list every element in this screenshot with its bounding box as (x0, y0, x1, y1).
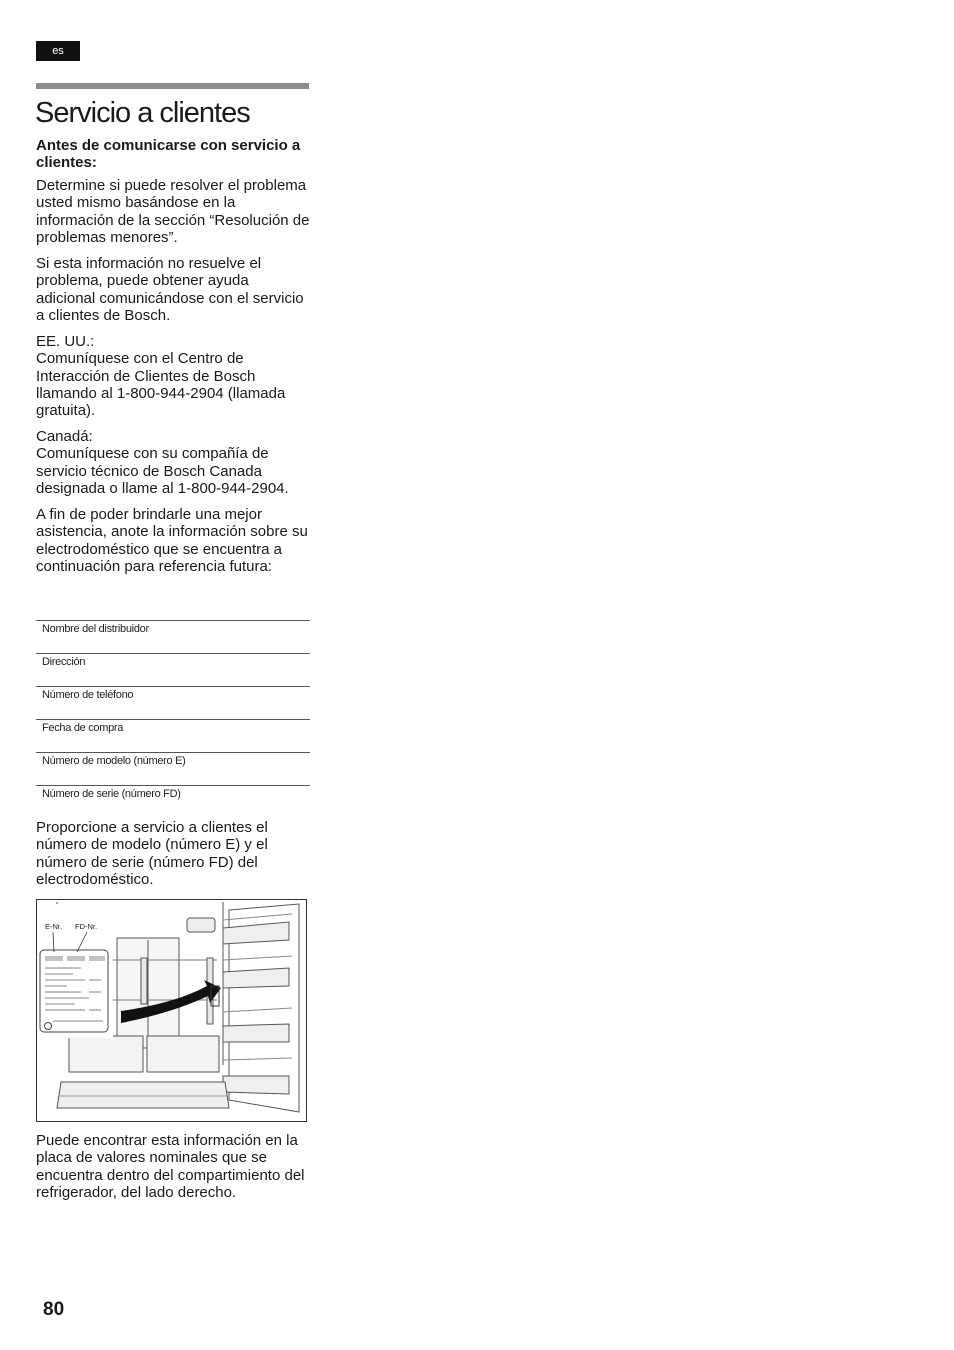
paragraph-plate-location (36, 1132, 310, 1201)
rating-plate-illustration (36, 899, 307, 1122)
page-title: Servicio a clientes (35, 97, 250, 129)
paragraph-text: A fin de poder brindarle una mejor asistencia, anote la información sobre su electrodoméstico que se encuentra a continuación para referencia futura: (36, 506, 308, 575)
paragraph-text: Si esta información no resuelve el problema, puede obtener ayuda adicional comunicándose con el servicio a clientes de Bosch. (36, 255, 304, 324)
fd-number-label: FD-Nr. (75, 922, 98, 931)
title-rule (36, 83, 309, 89)
field-label: Número de serie (número FD) (42, 788, 181, 800)
paragraph-provide-numbers (36, 819, 310, 888)
dealer-name-field[interactable] (36, 620, 310, 653)
field-label: Fecha de compra (42, 722, 124, 734)
paragraph-usa-contact (36, 333, 310, 419)
paragraph-record-info (36, 506, 310, 575)
appliance-info-form (36, 620, 310, 818)
paragraph-canada-contact (36, 428, 310, 497)
field-label: Nombre del distribuidor (42, 623, 149, 635)
serial-number-field[interactable] (36, 785, 310, 818)
paragraph-self-check (36, 177, 310, 246)
paragraph-text: Determine si puede resolver el problema usted mismo basándose en la información de la sección “Resolución de problemas menores”. (36, 177, 310, 246)
paragraph-text: Proporcione a servicio a clientes el número de modelo (número E) y el número de serie (número FD) del electrodoméstico. (36, 819, 268, 888)
field-label: Número de modelo (número E) (42, 755, 186, 767)
refrigerator-interior-drawing (37, 900, 306, 1121)
language-tag: es (36, 41, 80, 61)
field-label: Dirección (42, 656, 86, 668)
paragraph-text: Comuníquese con su compañía de servicio técnico de Bosch Canada designada o llame al 1-800-944-2904. (36, 445, 289, 497)
paragraph-additional-help (36, 255, 310, 324)
e-number-label: E-Nr. (45, 922, 63, 931)
paragraph-text: Puede encontrar esta información en la placa de valores nominales que se encuentra dentro del compartimiento del refrigerador, del lado derecho. (36, 1132, 305, 1201)
purchase-date-field[interactable] (36, 719, 310, 752)
paragraph-text: Comuníquese con el Centro de Interacción de Clientes de Bosch llamando al 1-800-944-2904 (llamada gratuita). (36, 350, 286, 420)
subheading: Antes de comunicarse con servicio a clientes: (36, 137, 301, 172)
region-label: EE. UU.: (36, 333, 95, 350)
field-label: Número de teléfono (42, 689, 134, 701)
model-number-field[interactable] (36, 752, 310, 785)
address-field[interactable] (36, 653, 310, 686)
region-label: Canadá: (36, 428, 93, 445)
page-number: 80 (43, 1299, 65, 1320)
phone-field[interactable] (36, 686, 310, 719)
